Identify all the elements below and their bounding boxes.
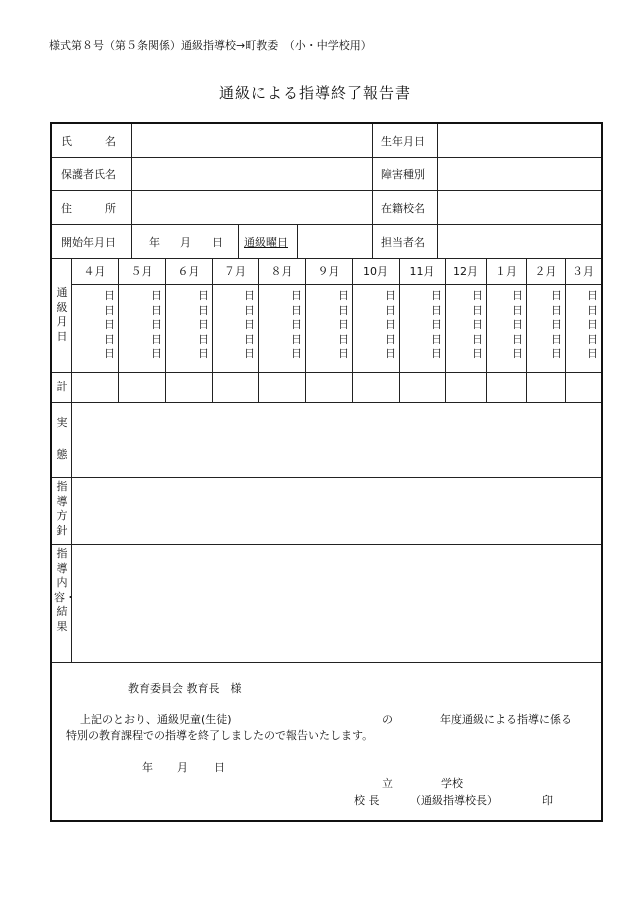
guardian-label: 保護者氏名 bbox=[61, 168, 116, 181]
month-header: ７月 bbox=[224, 265, 246, 278]
actual-label-1: 実 bbox=[56, 416, 68, 429]
form-id: 様式第８号（第５条関係）通級指導校→町教委 （小・中学校用） bbox=[49, 39, 372, 52]
attendance-days-label: 通級月日 bbox=[56, 286, 68, 343]
day-column: 日 日 日 日 日 bbox=[551, 289, 562, 360]
weekday-label: 通級曜日 bbox=[244, 236, 288, 249]
addressee: 教育委員会 教育長 様 bbox=[128, 682, 242, 695]
day-column: 日 日 日 日 日 bbox=[151, 289, 162, 360]
content-label: 指導内容・結果 bbox=[54, 547, 76, 633]
disability-label: 障害種別 bbox=[381, 168, 425, 181]
report-form bbox=[50, 122, 603, 822]
day-column: 日 日 日 日 日 bbox=[338, 289, 349, 360]
start-day-unit: 日 bbox=[212, 236, 223, 249]
school-suffix: 学校 bbox=[441, 777, 463, 790]
seal-label: 印 bbox=[542, 794, 553, 807]
address-label: 住 所 bbox=[61, 202, 116, 215]
principal-note: （通級指導校長） bbox=[410, 794, 498, 807]
name-label: 氏 名 bbox=[61, 135, 116, 148]
report-body-1: 上記のとおり、通級児童(生徒) bbox=[80, 713, 232, 726]
day-column: 日 日 日 日 日 bbox=[472, 289, 483, 360]
page-title: 通級による指導終了報告書 bbox=[218, 84, 411, 102]
month-header: ４月 bbox=[83, 265, 106, 278]
day-column: 日 日 日 日 日 bbox=[198, 289, 209, 360]
date-day-unit: 日 bbox=[214, 761, 225, 774]
day-column: 日 日 日 日 日 bbox=[385, 289, 396, 360]
actual-label-2: 態 bbox=[56, 448, 68, 461]
total-label: 計 bbox=[56, 380, 68, 393]
day-column: 日 日 日 日 日 bbox=[291, 289, 302, 360]
start-date-label: 開始年月日 bbox=[61, 236, 116, 249]
day-column: 日 日 日 日 日 bbox=[244, 289, 255, 360]
report-body-year: 年度通級による指導に係る bbox=[440, 713, 572, 726]
school-label: 在籍校名 bbox=[381, 202, 425, 215]
start-year-unit: 年 bbox=[149, 236, 160, 249]
month-header: ８月 bbox=[270, 265, 293, 278]
school-prefix: 立 bbox=[382, 777, 393, 790]
teacher-label: 担当者名 bbox=[381, 236, 425, 249]
month-header: ９月 bbox=[317, 265, 340, 278]
start-month-unit: 月 bbox=[180, 236, 191, 249]
date-month-unit: 月 bbox=[177, 761, 188, 774]
month-header: ２月 bbox=[534, 265, 557, 278]
day-column: 日 日 日 日 日 bbox=[587, 289, 598, 360]
month-header: ３月 bbox=[572, 265, 594, 278]
report-body-of: の bbox=[382, 713, 393, 726]
month-header: ６月 bbox=[177, 265, 200, 278]
day-column: 日 日 日 日 日 bbox=[431, 289, 442, 360]
month-header: 12月 bbox=[453, 265, 478, 278]
month-header: 10月 bbox=[363, 265, 388, 278]
date-year-unit: 年 bbox=[142, 761, 153, 774]
day-column: 日 日 日 日 日 bbox=[512, 289, 523, 360]
principal-label: 校 長 bbox=[354, 794, 380, 807]
birthdate-label: 生年月日 bbox=[381, 135, 425, 148]
policy-label: 指導方針 bbox=[56, 480, 68, 537]
month-header: ５月 bbox=[130, 265, 153, 278]
month-header: １月 bbox=[495, 265, 517, 278]
day-column: 日 日 日 日 日 bbox=[104, 289, 115, 360]
report-body-2: 特別の教育課程での指導を終了しましたので報告いたします。 bbox=[66, 729, 374, 742]
month-header: 11月 bbox=[409, 265, 435, 278]
